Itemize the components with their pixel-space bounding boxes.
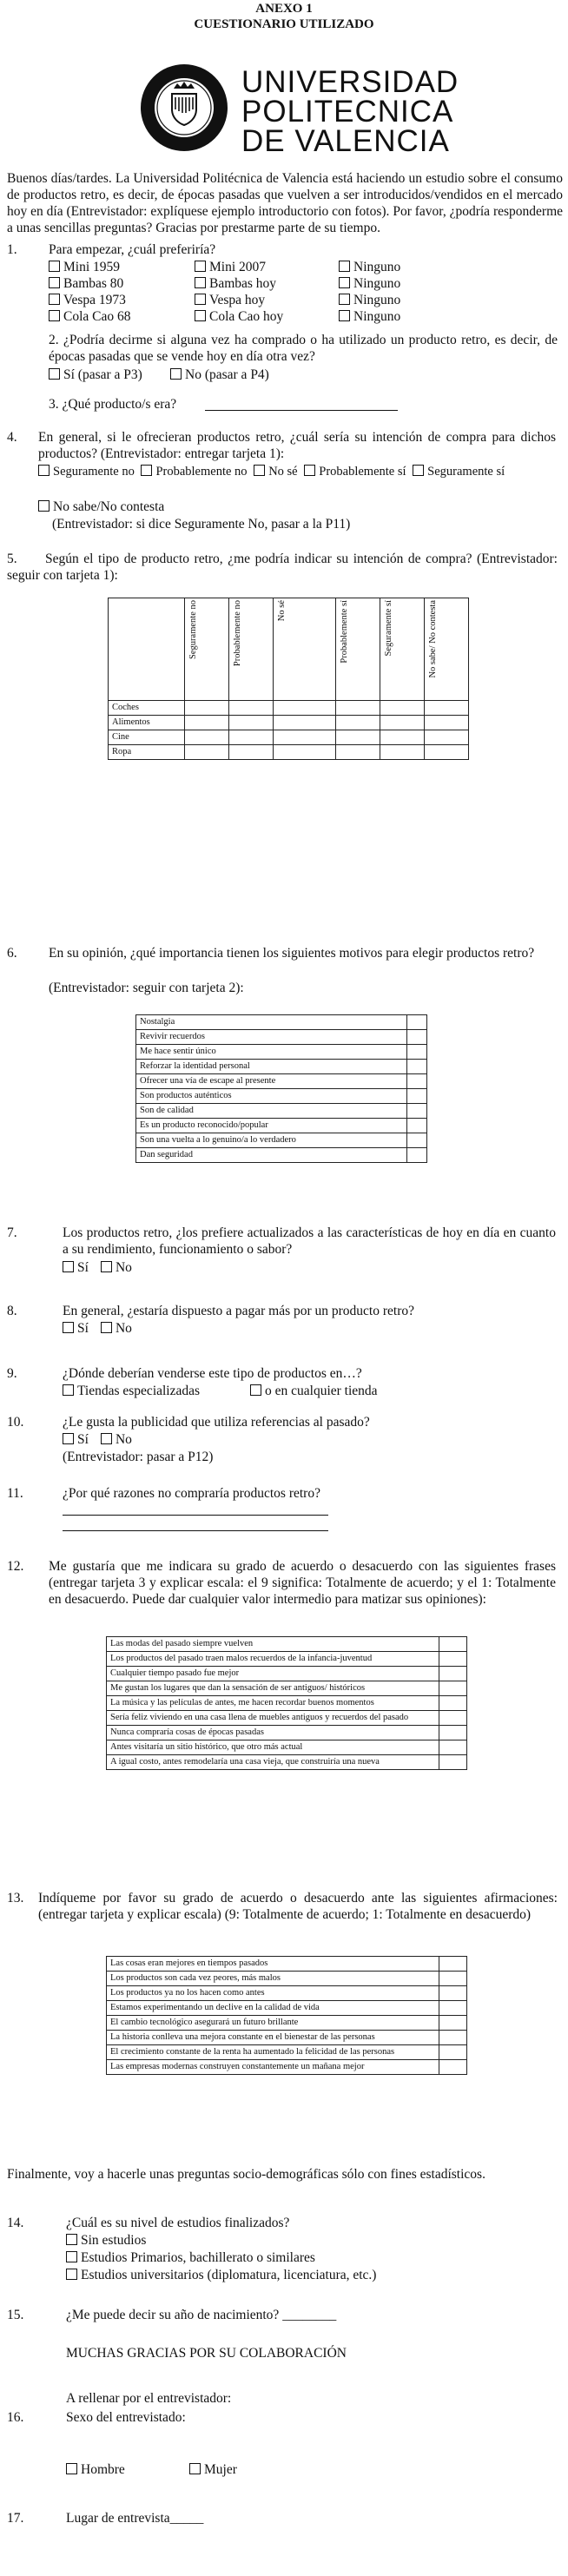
checkbox[interactable]: [195, 261, 206, 272]
table-cell[interactable]: [336, 745, 380, 760]
q11-answer-line[interactable]: [63, 1515, 328, 1516]
checkbox[interactable]: [170, 368, 182, 380]
q4-option: Probablemente no: [155, 465, 248, 479]
table-cell[interactable]: [439, 1957, 467, 1972]
q12-row-label: A igual costo, antes remodelaría una casa vieja, que construiría una nueva: [107, 1755, 439, 1770]
q6-row-label: Nostalgia: [136, 1015, 407, 1030]
checkbox[interactable]: [250, 1384, 261, 1396]
q6-row-label: Revivir recuerdos: [136, 1030, 407, 1045]
table-cell[interactable]: [185, 716, 229, 730]
q12-row-label: Cualquier tiempo pasado fue mejor: [107, 1667, 439, 1681]
q1-option: Ninguno: [353, 309, 401, 324]
page-title: CUESTIONARIO UTILIZADO: [194, 17, 374, 31]
q16-text: Sexo del entrevistado:: [66, 2410, 186, 2425]
q13-row-label: Los productos ya no los hacen como antes: [107, 1986, 439, 2001]
q14-text: ¿Cuál es su nivel de estudios finalizados?: [66, 2216, 290, 2230]
q5-row-label: Alimentos: [109, 716, 185, 730]
q17-number: 17.: [7, 2511, 24, 2526]
table-cell[interactable]: [439, 1652, 467, 1667]
table-cell[interactable]: [407, 1104, 427, 1119]
q12-row-label: Me gustan los lugares que dan la sensación de ser antiguos/ históricos: [107, 1681, 439, 1696]
q11-text: ¿Por qué razones no compraría productos retro?: [63, 1486, 320, 1501]
q7-option-no: No: [115, 1260, 132, 1275]
table-cell[interactable]: [439, 2045, 467, 2060]
q4-option: No sé: [268, 465, 298, 479]
checkbox[interactable]: [339, 294, 350, 305]
table-row: [107, 1637, 467, 1652]
checkbox[interactable]: [189, 2463, 201, 2474]
q2-option-yes: Sí (pasar a P3): [63, 367, 142, 382]
q4-option: Probablemente sí: [319, 465, 406, 479]
table-cell[interactable]: [439, 2031, 467, 2045]
q4-text: En general, si le ofrecieran productos retro, ¿cuál sería su intención de compra para dichos productos? (Entrevistador: entregar tarjeta 1):: [38, 430, 556, 461]
q10-note: (Entrevistador: pasar a P12): [63, 1450, 214, 1464]
table-cell[interactable]: [336, 701, 380, 716]
q16-option: Mujer: [204, 2462, 237, 2477]
table-row: [107, 2060, 467, 2075]
checkbox[interactable]: [63, 1384, 74, 1396]
table-cell[interactable]: [424, 716, 468, 730]
q6-table: [135, 1014, 427, 1163]
checkbox[interactable]: [49, 261, 60, 272]
table-row: [136, 1104, 427, 1119]
table-cell[interactable]: [407, 1074, 427, 1089]
logo-line-3: DE VALENCIA: [241, 124, 450, 158]
q5-text: Según el tipo de producto retro, ¿me podría indicar su intención de compra? (Entrevistador: seguir con tarjeta 1):: [7, 552, 558, 583]
checkbox[interactable]: [413, 465, 424, 476]
q14-option: Sin estudios: [81, 2233, 147, 2248]
q4-number: 4.: [7, 430, 17, 445]
table-cell[interactable]: [229, 730, 274, 745]
q6-row-label: Ofrecer una vía de escape al presente: [136, 1074, 407, 1089]
q1-option: Ninguno: [353, 293, 401, 307]
table-row: [107, 1986, 467, 2001]
q13-row-label: La historia conlleva una mejora constante en el bienestar de las personas: [107, 2031, 439, 2045]
checkbox[interactable]: [339, 310, 350, 321]
checkbox[interactable]: [38, 500, 50, 512]
q1-option: Bambas 80: [63, 276, 124, 291]
table-cell[interactable]: [424, 701, 468, 716]
q1-option: Ninguno: [353, 260, 401, 274]
q4-option: Seguramente sí: [427, 465, 505, 479]
table-cell[interactable]: [185, 701, 229, 716]
table-cell[interactable]: [336, 730, 380, 745]
q10-option-yes: Sí: [77, 1432, 89, 1447]
checkbox[interactable]: [49, 310, 60, 321]
q10-option-no: No: [115, 1432, 132, 1447]
checkbox[interactable]: [66, 2463, 77, 2474]
q1-option: Ninguno: [353, 276, 401, 291]
table-row: [107, 1681, 467, 1696]
q6-row-label: Son una vuelta a lo genuino/a lo verdadero: [136, 1133, 407, 1148]
table-cell[interactable]: [407, 1133, 427, 1148]
table-cell[interactable]: [439, 1637, 467, 1652]
q5-column-header: No sé: [277, 600, 287, 622]
q14-option: Estudios universitarios (diplomatura, licenciatura, etc.): [81, 2268, 377, 2282]
checkbox[interactable]: [339, 261, 350, 272]
q13-row-label: Las cosas eran mejores en tiempos pasados: [107, 1957, 439, 1972]
q9-text: ¿Dónde deberían venderse este tipo de productos en…?: [63, 1366, 362, 1381]
table-cell[interactable]: [407, 1060, 427, 1074]
table-cell[interactable]: [229, 716, 274, 730]
table-row: [107, 2016, 467, 2031]
q9-option: Tiendas especializadas: [77, 1384, 201, 1398]
table-cell[interactable]: [407, 1089, 427, 1104]
q12-number: 12.: [7, 1559, 24, 1574]
table-cell[interactable]: [439, 1726, 467, 1740]
q6-row-label: Me hace sentir único: [136, 1045, 407, 1060]
table-cell[interactable]: [407, 1045, 427, 1060]
table-row: [136, 1089, 427, 1104]
logo-line-1: UNIVERSIDAD: [241, 65, 459, 99]
q8-option-no: No: [115, 1321, 132, 1336]
table-row: [107, 1711, 467, 1726]
q11-number: 11.: [7, 1486, 23, 1501]
q12-row-label: Los productos del pasado traen malos recuerdos de la infancia-juventud: [107, 1652, 439, 1667]
q5-number: 5.: [7, 552, 17, 566]
q1-option: Vespa 1973: [63, 293, 126, 307]
q15-text: ¿Me puede decir su año de nacimiento? ________: [66, 2308, 337, 2322]
q5-column-header: Probablemente no: [233, 600, 243, 667]
q6-text: En su opinión, ¿qué importancia tienen los siguientes motivos para elegir productos retro?: [49, 946, 535, 961]
checkbox[interactable]: [101, 1433, 112, 1444]
table-row: [107, 2045, 467, 2060]
table-cell[interactable]: [380, 745, 425, 760]
q12-row-label: La música y las películas de antes, me hacen recordar buenos momentos: [107, 1696, 439, 1711]
q16-option: Hombre: [81, 2462, 125, 2477]
table-cell[interactable]: [407, 1119, 427, 1133]
table-cell[interactable]: [229, 701, 274, 716]
checkbox[interactable]: [38, 465, 50, 476]
q6-row-label: Son de calidad: [136, 1104, 407, 1119]
q13-row-label: Los productos son cada vez peores, más malos: [107, 1972, 439, 1986]
checkbox[interactable]: [66, 2234, 77, 2245]
table-cell[interactable]: [439, 2016, 467, 2031]
checkbox[interactable]: [63, 1322, 74, 1333]
q6-row-label: Reforzar la identidad personal: [136, 1060, 407, 1074]
table-cell[interactable]: [424, 730, 468, 745]
q6-row-label: Es un producto reconocido/popular: [136, 1119, 407, 1133]
q1-option: Vespa hoy: [209, 293, 266, 307]
q3-answer-line[interactable]: [205, 410, 398, 411]
q6-row-label: Dan seguridad: [136, 1148, 407, 1163]
table-row: [107, 1972, 467, 1986]
q6-note: (Entrevistador: seguir con tarjeta 2):: [49, 981, 244, 995]
intro-paragraph: Buenos días/tardes. La Universidad Politécnica de Valencia está haciendo un estudio sobre el consumo de productos retro, es decir, de épocas pasadas que vuelven a ser introducidos/vendidos en el mercado hoy en día (Entrevistador: explíquese ejemplo introductorio con fotos). Por favor, ¿podría responderme a unas sencillas preguntas? Gracias por prestarme parte de su tiempo.: [7, 171, 563, 235]
q3-text: 3. ¿Qué producto/s era?: [49, 397, 177, 412]
q1-text: Para empezar, ¿cuál preferiría?: [49, 242, 216, 257]
table-cell[interactable]: [229, 745, 274, 760]
table-cell[interactable]: [439, 2060, 467, 2075]
table-cell[interactable]: [439, 1755, 467, 1770]
table-row: [136, 1148, 427, 1163]
checkbox[interactable]: [49, 277, 60, 288]
table-cell[interactable]: [274, 716, 336, 730]
q11-answer-line[interactable]: [63, 1530, 328, 1531]
q9-number: 9.: [7, 1366, 17, 1381]
q4-option: Seguramente no: [53, 465, 135, 479]
q1-option: Mini 1959: [63, 260, 121, 274]
table-cell[interactable]: [274, 745, 336, 760]
q13-row-label: El cambio tecnológico asegurará un futuro brillante: [107, 2016, 439, 2031]
q10-text: ¿Le gusta la publicidad que utiliza referencias al pasado?: [63, 1415, 370, 1430]
table-row: [107, 1696, 467, 1711]
q17-text: Lugar de entrevista_____: [66, 2511, 204, 2526]
q6-row-label: Son productos auténticos: [136, 1089, 407, 1104]
checkbox[interactable]: [195, 277, 206, 288]
table-cell[interactable]: [407, 1015, 427, 1030]
q7-number: 7.: [7, 1225, 17, 1240]
q5-column-header: Seguramente sí: [384, 600, 394, 657]
q8-option-yes: Sí: [77, 1321, 89, 1336]
table-cell[interactable]: [439, 1696, 467, 1711]
q2-option-no: No (pasar a P4): [185, 367, 269, 382]
q14-number: 14.: [7, 2216, 24, 2230]
checkbox[interactable]: [141, 465, 152, 476]
table-cell[interactable]: [439, 1986, 467, 2001]
q12-row-label: Las modas del pasado siempre vuelven: [107, 1637, 439, 1652]
table-row: [136, 1015, 427, 1030]
table-cell[interactable]: [407, 1030, 427, 1045]
table-row: [107, 1726, 467, 1740]
q13-row-label: Estamos experimentando un declive en la calidad de vida: [107, 2001, 439, 2016]
q13-number: 13.: [7, 1891, 24, 1906]
table-cell[interactable]: [424, 745, 468, 760]
table-row: [109, 716, 469, 730]
q7-text: Los productos retro, ¿los prefiere actualizados a las características de hoy en día en cuanto a su rendimiento, funcionamiento o sabor?: [63, 1225, 556, 1257]
thanks-heading: MUCHAS GRACIAS POR SU COLABORACIÓN: [66, 2346, 347, 2361]
q12-row-label: Antes visitaría un sitio histórico, que otro más actual: [107, 1740, 439, 1755]
q12-table: [106, 1636, 467, 1770]
q13-row-label: Las empresas modernas construyen constantemente un mañana mejor: [107, 2060, 439, 2075]
closing-paragraph: Finalmente, voy a hacerle unas preguntas socio-demográficas sólo con fines estadísticos.: [7, 2167, 485, 2182]
table-cell[interactable]: [380, 730, 425, 745]
checkbox[interactable]: [49, 368, 60, 380]
table-cell[interactable]: [439, 1667, 467, 1681]
table-cell[interactable]: [439, 1972, 467, 1986]
q9-option: o en cualquier tienda: [265, 1384, 378, 1398]
table-row: [136, 1119, 427, 1133]
q13-text: Indíqueme por favor su grado de acuerdo o desacuerdo ante las siguientes afirmaciones: (entregar tarjeta y explicar escala) (9: Totalmente de acuerdo; 1: Totalmente en desacuerdo): [38, 1891, 558, 1922]
q4-note: (Entrevistador: si dice Seguramente No, pasar a la P11): [52, 517, 351, 532]
table-cell[interactable]: [185, 730, 229, 745]
q2-text: 2. ¿Podría decirme si alguna vez ha comprado o ha utilizado un producto retro, es decir, de épocas pasadas que se vende hoy en día otra vez?: [49, 333, 558, 364]
table-row: [109, 701, 469, 716]
checkbox[interactable]: [101, 1322, 112, 1333]
checkbox[interactable]: [66, 2269, 77, 2280]
checkbox[interactable]: [66, 2251, 77, 2262]
table-cell[interactable]: [274, 730, 336, 745]
q15-number: 15.: [7, 2308, 24, 2322]
q5-column-header: No sabe/ No contesta: [427, 600, 438, 678]
q4-option-other: No sabe/No contesta: [53, 499, 165, 514]
checkbox[interactable]: [304, 465, 315, 476]
table-row: [107, 1667, 467, 1681]
table-row: [109, 730, 469, 745]
q8-number: 8.: [7, 1304, 17, 1318]
table-cell[interactable]: [274, 701, 336, 716]
q1-option: Cola Cao 68: [63, 309, 131, 324]
q12-row-label: Sería feliz viviendo en una casa llena de muebles antiguos y recuerdos del pasado: [107, 1711, 439, 1726]
q7-option-yes: Sí: [77, 1260, 89, 1275]
q5-row-label: Ropa: [109, 745, 185, 760]
checkbox[interactable]: [63, 1261, 74, 1272]
table-cell[interactable]: [439, 2001, 467, 2016]
table-row: [136, 1045, 427, 1060]
annex-label: ANEXO 1: [255, 2, 313, 16]
table-row: [107, 2031, 467, 2045]
q12-text: Me gustaría que me indicara su grado de acuerdo o desacuerdo con las siguientes frases (entregar tarjeta 3 y explicar escala: el 9 significa: Totalmente de acuerdo; y el 1: Totalmente en desacuerdo. Puede dar cualquier valor intermedio para matizar sus opiniones):: [49, 1559, 556, 1607]
checkbox[interactable]: [101, 1261, 112, 1272]
q5-table: [108, 598, 469, 760]
q5-row-label: Coches: [109, 701, 185, 716]
table-row: [107, 1652, 467, 1667]
q1-option: Bambas hoy: [209, 276, 277, 291]
q10-number: 10.: [7, 1415, 24, 1430]
q13-table: [106, 1956, 467, 2075]
table-row: [107, 2001, 467, 2016]
checkbox[interactable]: [195, 294, 206, 305]
q16-number: 16.: [7, 2410, 24, 2425]
checkbox[interactable]: [254, 465, 265, 476]
q13-row-label: El crecimiento constante de la renta ha aumentado la felicidad de las personas: [107, 2045, 439, 2060]
q1-option: Cola Cao hoy: [209, 309, 284, 324]
q5-column-header: Seguramente no: [188, 600, 199, 659]
table-cell[interactable]: [439, 1740, 467, 1755]
university-seal-icon: [139, 63, 229, 153]
checkbox[interactable]: [63, 1433, 74, 1444]
table-cell[interactable]: [439, 1681, 467, 1696]
table-cell[interactable]: [439, 1711, 467, 1726]
table-row: [136, 1074, 427, 1089]
table-row: [107, 1740, 467, 1755]
q12-row-label: Nunca compraría cosas de épocas pasadas: [107, 1726, 439, 1740]
table-row: [107, 1755, 467, 1770]
q6-number: 6.: [7, 946, 17, 961]
q8-text: En general, ¿estaría dispuesto a pagar más por un producto retro?: [63, 1304, 414, 1318]
checkbox[interactable]: [49, 294, 60, 305]
university-logo: [139, 63, 459, 158]
table-row: [136, 1030, 427, 1045]
table-row: [109, 745, 469, 760]
table-cell[interactable]: [380, 716, 425, 730]
table-row: [136, 1133, 427, 1148]
checkbox[interactable]: [195, 310, 206, 321]
table-row: [107, 1957, 467, 1972]
table-row: [136, 1060, 427, 1074]
checkbox[interactable]: [339, 277, 350, 288]
q1-option: Mini 2007: [209, 260, 267, 274]
q1-number: 1.: [7, 242, 17, 257]
q5-column-header: Probablemente sí: [340, 600, 350, 664]
q5-row-label: Cine: [109, 730, 185, 745]
table-cell[interactable]: [407, 1148, 427, 1163]
logo-line-2: POLITECNICA: [241, 95, 454, 129]
table-cell[interactable]: [380, 701, 425, 716]
q14-option: Estudios Primarios, bachillerato o similares: [81, 2250, 315, 2265]
interviewer-label: A rellenar por el entrevistador:: [66, 2391, 232, 2406]
table-cell[interactable]: [185, 745, 229, 760]
q4-options: [38, 464, 559, 480]
table-cell[interactable]: [336, 716, 380, 730]
